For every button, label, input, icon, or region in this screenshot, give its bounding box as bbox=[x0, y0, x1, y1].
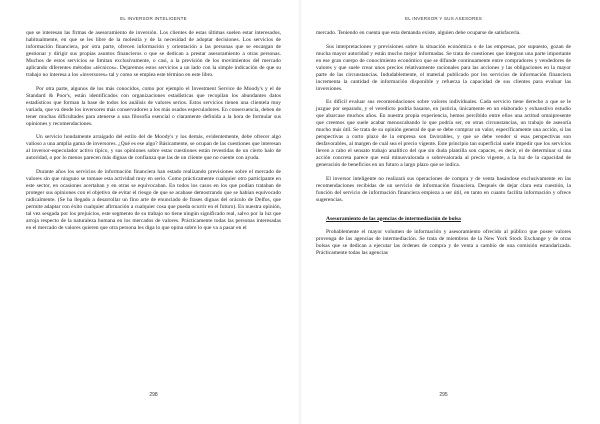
paragraph: Durante años los servicios de información financiera han estado realizando previsiones sobre el mercado de valores sin que ninguno se tomase esta actividad muy en serio. Como prácticamente cualquier otro participante en este sector, en ocasiones acertaban y en otras se equivocaban. En todos los casos en los que podían trataban de proteger sus opiniones con el objetivo de evitar el riesgo de que se acabase demostrando que se habían equivocado radicalmente. (Se ha llegado a desarrollar un fino arte de enunciado de frases dignas del oráculo de Delfos, que permite adaptar con éxito cualquier afirmación a cualquier cosa que pueda ocurrir en el futuro). En nuestra opinión, tal vez sesgada por los prejuicios, este segmento de su trabajo no tiene ningún significado real, salvo por la luz que arroja respecto de la naturaleza humana en los mercados de valores. Prácticamente todas las personas interesadas en el mercado de valores quieren que otra persona les diga lo que opina sobre lo que va a pasar en el bbox=[26, 168, 281, 231]
page-number: 295 bbox=[439, 392, 448, 398]
page-number: 298 bbox=[149, 392, 158, 398]
paragraph: Probablemente el mayor volumen de información y asesoramiento ofrecido al público que posee valores provenga de las agencias de intermediación. Se trata de miembros de la New York Stock Exchange y de otras bolsas que se dedican a ejecutar las órdenes de compra y de venta a cambio de una comisión estandarizada. Prácticamente todas las agencias bbox=[316, 228, 571, 256]
running-head: EL INVERSOR INTELIGENTE bbox=[120, 16, 187, 21]
section-heading: Asesoramiento de las agencias de intermediación de bolsa bbox=[326, 215, 461, 222]
paragraph: El inversor inteligente no realizará sus operaciones de compra y de venta basándose exclusivamente en las recomendaciones recibidas de un servicio de información financiera. Después de dejar clara esta cuestión, la función del servicio de información financiera empieza a ser útil, en tanto en cuanto facilita información y ofrece sugerencias. bbox=[316, 175, 571, 203]
book-gutter bbox=[298, 0, 302, 424]
page-body bbox=[26, 30, 281, 232]
paragraph: Por otra parte, algunos de los más conocidos, como por ejemplo el Investment Service de Moody's y el de Standard & Poor's, están identificados con organizaciones estadísticas que recopilan los abundantes datos estadísticos que forman la base de todos los análisis de valores serios. Estos servicios tienen una clientela muy variada, que va desde los inversores más conservadores a los más osados especuladores. En consecuencia, deben de tener muchas dificultades para atenerse a una filosofía esencial o claramente definida a la hora de formular sus opiniones y recomendaciones. bbox=[26, 85, 281, 127]
right-page bbox=[316, 0, 571, 424]
paragraph: que se interesan las firmas de asesoramiento de inversión. Los clientes de estas últimas suelen estar interesados, habitualmente, en que se les libre de la molestia y de la necesidad de adoptar decisiones. Los servicios de información financiera, por otra parte, ofrecen información y orientación a las personas que se encargan de gestionar y dirigir sus propias asuntos financieros o que se dedican a prestar asesoramiento a otras personas. Muchos de estos servicios se limitan exclusivamente, o casi, a la previsión de los movimientos del mercado aplicando diferentes métodos «técnicos». Dejaremos estos servicios a un lado con la simple indicación de que su trabajo no interesa a los «inversores» tal y como se emplea este término en este libro. bbox=[26, 30, 281, 78]
paragraph: Es difícil evaluar sus recomendaciones sobre valores individuales. Cada servicio tiene derecho a que se le juzgue por separado, y el veredicto podría basarse, en justicia, únicamente en un elaborado y exhaustivo estudio que abarcase muchos años. En nuestra propia experiencia, hemos percibido entre ellos una actitud omnipresente que creemos que suele acabar menoscabando lo que podría ser, en otras circunstancias, un trabajo de asesoría mucho más útil. Se trata de su opinión general de que se debe comprar un valor, específicamente una acción, si las perspectivas a corto plazo de la empresa son favorables, y que se debe vender si esas perspectivas son desfavorables, al margen de cuál sea el precio vigente. Este principio tan superficial suele impedir que los servicios lleven a cabo el sensato trabajo analítico del que sin duda plantilla son capaces, es decir, el de determinar si una acción concreta parece que está minusvalorada o sobrevalorada al precio vigente, a la luz de la capacidad de generación de beneficios en un futuro a largo plazo que se indica. bbox=[316, 99, 571, 168]
paragraph: Sus interpretaciones y previsiones sobre la situación económica o de las empresas, por supuesto, gozan de mucha mayor autoridad y están mucho mejor informadas. Se trata de cuestiones que integran una parte importante en ese gran cuerpo de conocimiento económico que se difunde continuamente entre compradores y vendedores de valores y que suele crear unos precios relativamente racionales para las acciones y las obligaciones en la mayor parte de las circunstancias. Indudablemente, el material publicado por los servicios de información financiera incrementa la cantidad de información disponible y refuerza la capacidad de sus clientes para evaluar las inversiones. bbox=[316, 43, 571, 92]
paragraph: mercado. Teniendo en cuenta que esta demanda existe, alguien debe ocuparse de satisfacerla. bbox=[316, 30, 521, 36]
running-head: EL INVERSOR Y SUS ASESORES bbox=[404, 16, 483, 21]
page-body bbox=[316, 30, 571, 257]
left-page bbox=[26, 0, 281, 424]
paragraph: Un servicio hondamente arraigado del estilo del de Moody's y los demás, evidentemente, debe ofrecer algo valioso a una amplia gama de inversores. ¿Qué es ese algo? Básicamente, se ocupan de las cuestiones que interesan al inversor-especulador activo típico, y sus opiniones sobre estas cuestiones están revestidas de un cierto halo de autoridad, o por lo menos parecen más dignas de confianza que las de un cliente que no cuente con ayuda. bbox=[26, 134, 281, 161]
